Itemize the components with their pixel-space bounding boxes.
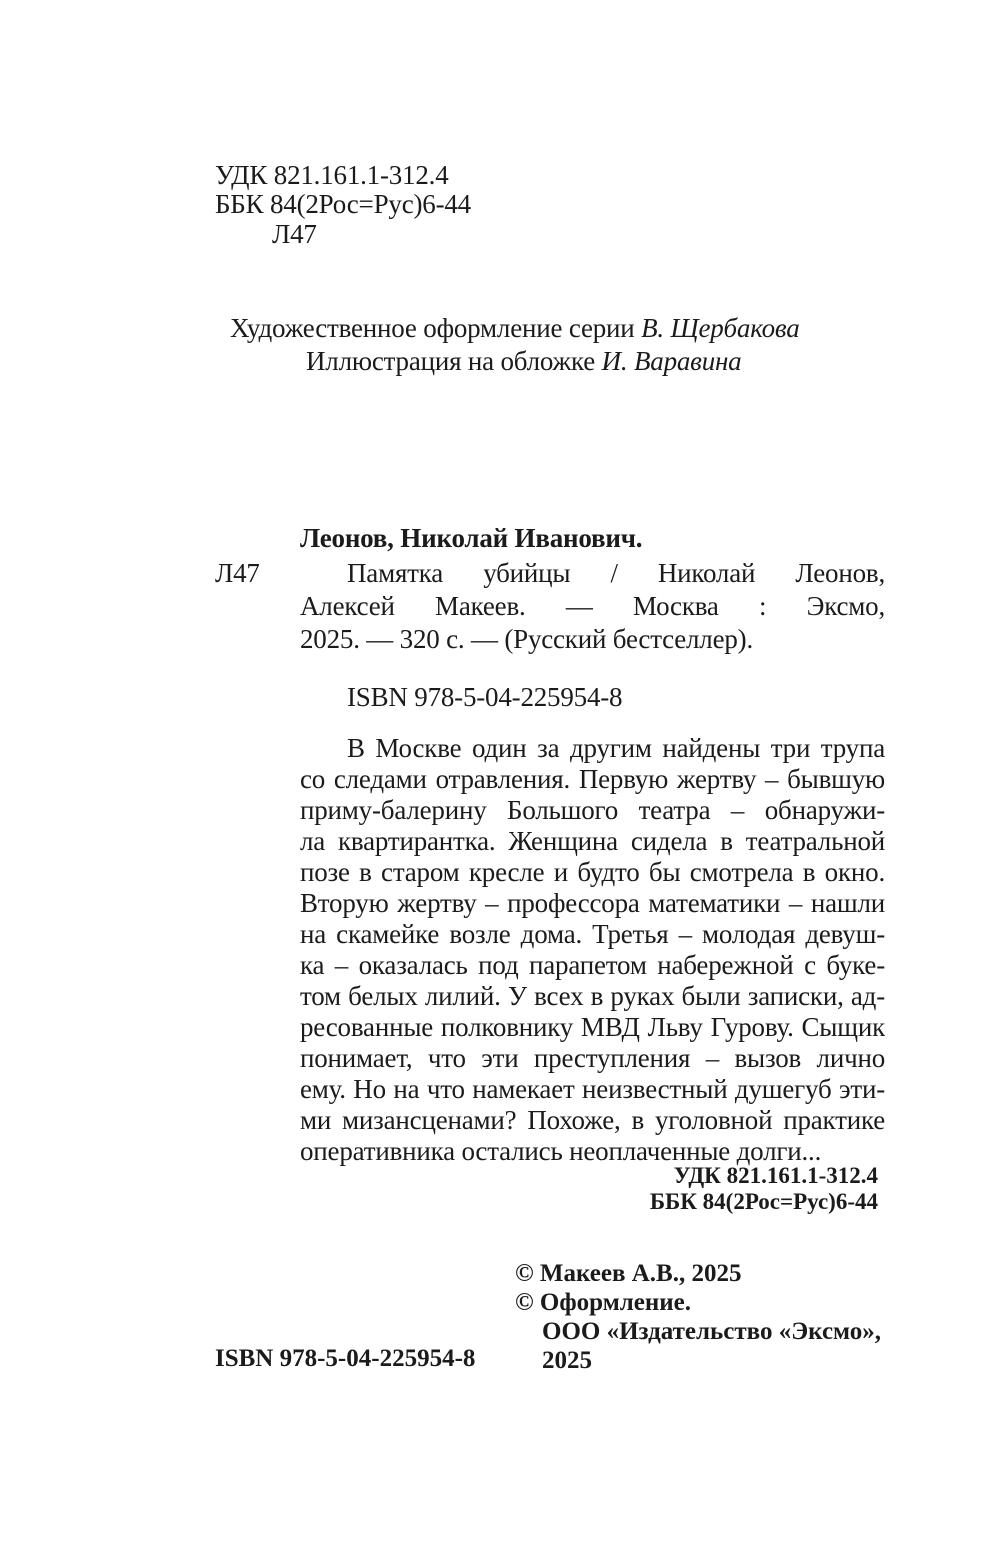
annotation-block: [300, 733, 885, 1167]
series-design-name: В. Щербакова: [641, 313, 800, 343]
copyright-line: © Оформление.: [515, 1289, 692, 1316]
series-design-label: Художественное оформление серии: [230, 313, 635, 343]
record-line: 2025. — 320 с. — (Русский бестселлер).: [300, 624, 753, 654]
credit-series-design: [230, 313, 800, 343]
annotation-line: приму-балерину Большого театра – обнаружи-: [300, 795, 885, 825]
record-author-mark: Л47: [215, 558, 260, 588]
annotation-line: ка – оказалась под парапетом набережной с буке-: [300, 950, 885, 980]
annotation-line: ему. Но на что намекает неизвестный душегуб эти-: [300, 1074, 885, 1104]
annotation-line: позе в старом кресле и будто бы смотрела в окно.: [300, 857, 885, 887]
annotation-line: ла квартирантка. Женщина сидела в театральной: [300, 826, 885, 856]
annotation-line: ресованные полковнику МВД Льву Гурову. Сыщик: [300, 1012, 885, 1042]
copyright-line: © Макеев А.В., 2025: [515, 1260, 742, 1287]
annotation-line: со следами отравления. Первую жертву – бывшую: [300, 764, 885, 794]
copyright-block: [515, 1259, 881, 1375]
annotation-line: Вторую жертву – профессора математики – нашли: [300, 888, 885, 918]
header-author-mark: Л47: [272, 219, 317, 249]
cover-illustration-name: И. Варавина: [601, 346, 742, 376]
copyright-line: ООО «Издательство «Эксмо»,: [542, 1318, 881, 1345]
record-line: Памятка убийцы / Николай Леонов,: [347, 558, 885, 588]
annotation-bbk: ББК 84(2Рос=Рус)6-44: [649, 1189, 878, 1214]
record-line: Алексей Макеев. — Москва : Эксмо,: [300, 591, 885, 621]
header-bbk: ББК 84(2Рос=Рус)6-44: [215, 189, 471, 219]
copyright-line: 2025: [542, 1347, 592, 1374]
cover-illustration-label: Иллюстрация на обложке: [306, 346, 596, 376]
header-udk: УДК 821.161.1-312.4: [215, 160, 449, 190]
credit-cover-illustration: [306, 346, 741, 376]
record-isbn: ISBN 978-5-04-225954-8: [347, 682, 623, 712]
annotation-line: понимает, что эти преступления – вызов лично: [300, 1043, 885, 1073]
author-heading: Леонов, Николай Иванович.: [300, 523, 643, 553]
annotation-line: на скамейке возле дома. Третья – молодая девуш-: [300, 919, 885, 949]
annotation-line: том белых лилий. У всех в руках были записки, ад-: [300, 981, 885, 1011]
footer-isbn: ISBN 978-5-04-225954-8: [215, 1345, 476, 1372]
annotation-line: оперативника остались неоплаченные долги...: [300, 1136, 822, 1166]
annotation-line: ми мизансценами? Похоже, в уголовной практике: [300, 1105, 885, 1135]
annotation-udk: УДК 821.161.1-312.4: [673, 1163, 878, 1188]
record-block: [300, 558, 885, 654]
annotation-line: В Москве один за другим найдены три трупа: [347, 733, 885, 763]
